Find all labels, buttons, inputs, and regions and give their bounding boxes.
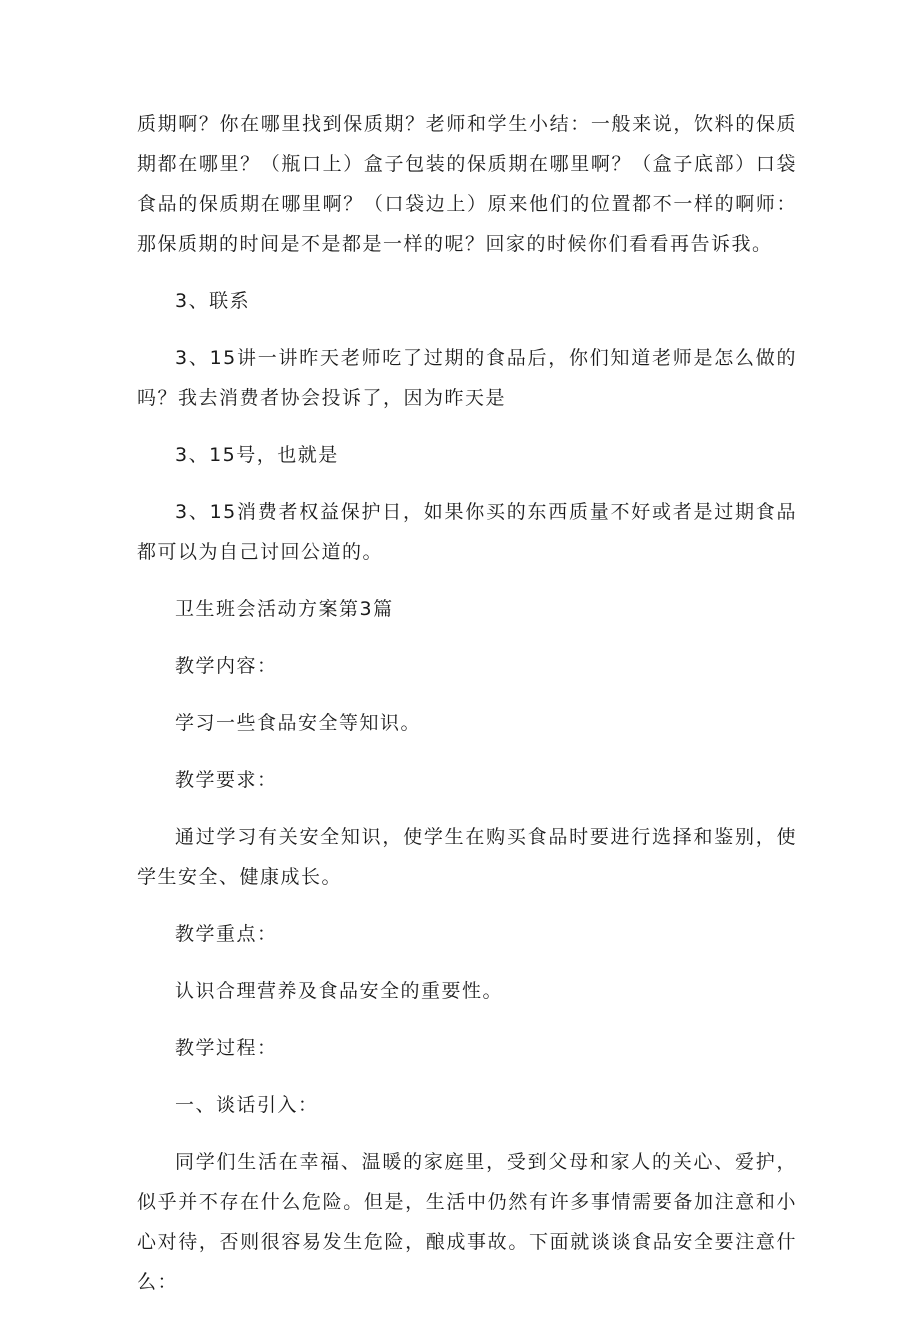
paragraph-teaching-focus: 认识合理营养及食品安全的重要性。 bbox=[175, 980, 504, 1002]
paragraph-date-315: 3、15号，也就是 bbox=[175, 444, 339, 466]
heading-introduction: 一、谈话引入： bbox=[175, 1094, 319, 1116]
paragraph-consumer-rights-day: 3、15消费者权益保护日，如果你买的东西质量不好或者是过期食品都可以为自己讨回公道的。 bbox=[137, 501, 797, 563]
paragraph-teaching-requirements: 通过学习有关安全知识，使学生在购买食品时要进行选择和鉴别，使学生安全、健康成长。 bbox=[137, 826, 797, 888]
paragraph-shelf-life-summary: 质期啊？你在哪里找到保质期？老师和学生小结：一般来说，饮料的保质期都在哪里？（瓶口上）盒子包装的保质期在哪里啊？（盒子底部）口袋食品的保质期在哪里啊？（口袋边上）原来他们的位置都不一样的啊师：那保质期的时间是不是都是一样的呢？回家的时候你们看看再告诉我。 bbox=[137, 113, 797, 255]
heading-teaching-process: 教学过程： bbox=[175, 1037, 278, 1059]
heading-teaching-requirements: 教学要求： bbox=[175, 769, 278, 791]
paragraph-contact-heading: 3、联系 bbox=[175, 290, 251, 312]
paragraph-introduction: 同学们生活在幸福、温暖的家庭里，受到父母和家人的关心、爱护，似乎并不存在什么危险。但是，生活中仍然有许多事情需要备加注意和小心对待，否则很容易发生危险，酿成事故。下面就谈谈食品安全要注意什么： bbox=[137, 1151, 797, 1293]
paragraph-teaching-content: 学习一些食品安全等知识。 bbox=[175, 712, 422, 734]
paragraph-teacher-expired-food: 3、15讲一讲昨天老师吃了过期的食品后，你们知道老师是怎么做的吗？我去消费者协会投诉了，因为昨天是 bbox=[137, 347, 797, 409]
document-body bbox=[137, 104, 797, 1319]
section-title-plan-3: 卫生班会活动方案第3篇 bbox=[175, 598, 394, 620]
heading-teaching-focus: 教学重点： bbox=[175, 923, 278, 945]
heading-teaching-content: 教学内容： bbox=[175, 655, 278, 677]
